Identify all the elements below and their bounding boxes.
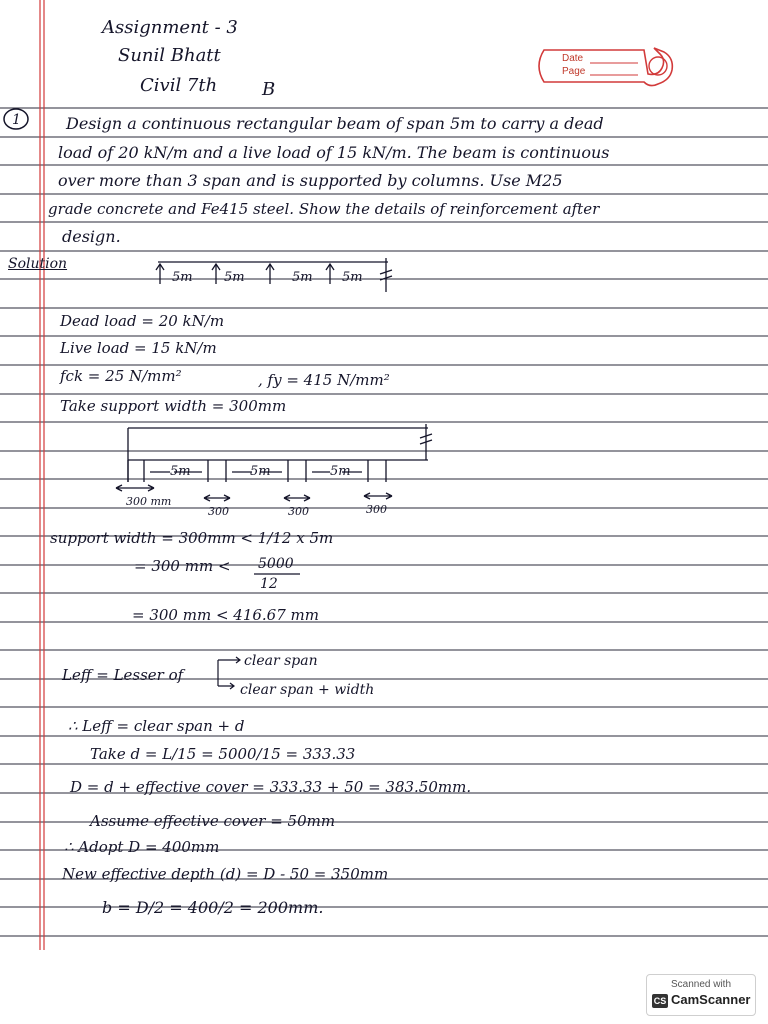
date-page-stamp bbox=[532, 44, 682, 88]
leff-lesser-of: Leff = Lesser of bbox=[62, 666, 184, 684]
question-line-2: load of 20 kN/m and a live load of 15 kN/m. The beam is continuous bbox=[58, 143, 610, 162]
assume-cover: Assume effective cover = 50mm bbox=[90, 812, 336, 830]
support-check-1: support width = 300mm < 1/12 x 5m bbox=[50, 529, 334, 547]
support-dim-2: 300 bbox=[208, 505, 229, 518]
span-label-1: 5m bbox=[172, 270, 193, 285]
scanned-with-label: Scanned with bbox=[670, 979, 732, 990]
fy-value: , fy = 415 N/mm² bbox=[258, 371, 390, 389]
camscanner-watermark bbox=[646, 974, 756, 1016]
support-check-numerator: 5000 bbox=[258, 556, 294, 572]
span2-label-2: 5m bbox=[250, 464, 271, 479]
assignment-title: Assignment - 3 bbox=[102, 17, 238, 38]
leff-result: ∴ Leff = clear span + d bbox=[68, 717, 245, 735]
support-check-2: = 300 mm < bbox=[134, 557, 231, 575]
support-width: Take support width = 300mm bbox=[60, 397, 287, 415]
section-label: B bbox=[262, 79, 276, 100]
question-line-1: Design a continuous rectangular beam of span 5m to carry a dead bbox=[66, 114, 604, 133]
span-label-2: 5m bbox=[224, 270, 245, 285]
question-line-5: design. bbox=[62, 227, 121, 246]
student-name: Sunil Bhatt bbox=[118, 45, 221, 66]
span-label-3: 5m bbox=[292, 270, 313, 285]
support-check-denominator: 12 bbox=[260, 576, 278, 592]
support-dim-4: 300 bbox=[366, 503, 387, 516]
new-effective-depth: New effective depth (d) = D - 50 = 350mm bbox=[62, 865, 389, 883]
stamp-date-label: Date bbox=[562, 53, 584, 64]
live-load: Live load = 15 kN/m bbox=[60, 339, 217, 357]
question-line-3: over more than 3 span and is supported by columns. Use M25 bbox=[58, 171, 563, 190]
camscanner-logo-icon: CS bbox=[653, 996, 667, 1006]
stamp-outline-icon bbox=[532, 44, 682, 88]
adopt-depth: ∴ Adopt D = 400mm bbox=[64, 838, 220, 856]
support-check-3: = 300 mm < 416.67 mm bbox=[132, 606, 319, 624]
leff-option-2: clear span + width bbox=[240, 682, 375, 698]
class-label: Civil 7th bbox=[140, 75, 218, 96]
overall-depth-line: D = d + effective cover = 333.33 + 50 = 383.50mm. bbox=[70, 778, 472, 796]
width-line: b = D/2 = 400/2 = 200mm. bbox=[102, 898, 324, 917]
dead-load: Dead load = 20 kN/m bbox=[60, 312, 225, 330]
span2-label-1: 5m bbox=[170, 464, 191, 479]
span2-label-3: 5m bbox=[330, 464, 351, 479]
support-dim-3: 300 bbox=[288, 505, 309, 518]
camscanner-brand: CamScanner bbox=[671, 992, 751, 1007]
solution-label: Solution bbox=[8, 256, 68, 272]
stamp-page-label: Page bbox=[562, 66, 586, 77]
support-dim-1: 300 mm bbox=[126, 495, 172, 508]
question-number: 1 bbox=[12, 112, 21, 128]
take-d: Take d = L/15 = 5000/15 = 333.33 bbox=[90, 745, 356, 763]
leff-option-1: clear span bbox=[244, 653, 318, 669]
question-line-4: grade concrete and Fe415 steel. Show the details of reinforcement after bbox=[48, 200, 600, 218]
span-label-4: 5m bbox=[342, 270, 363, 285]
fck-value: fck = 25 N/mm² bbox=[60, 367, 182, 385]
